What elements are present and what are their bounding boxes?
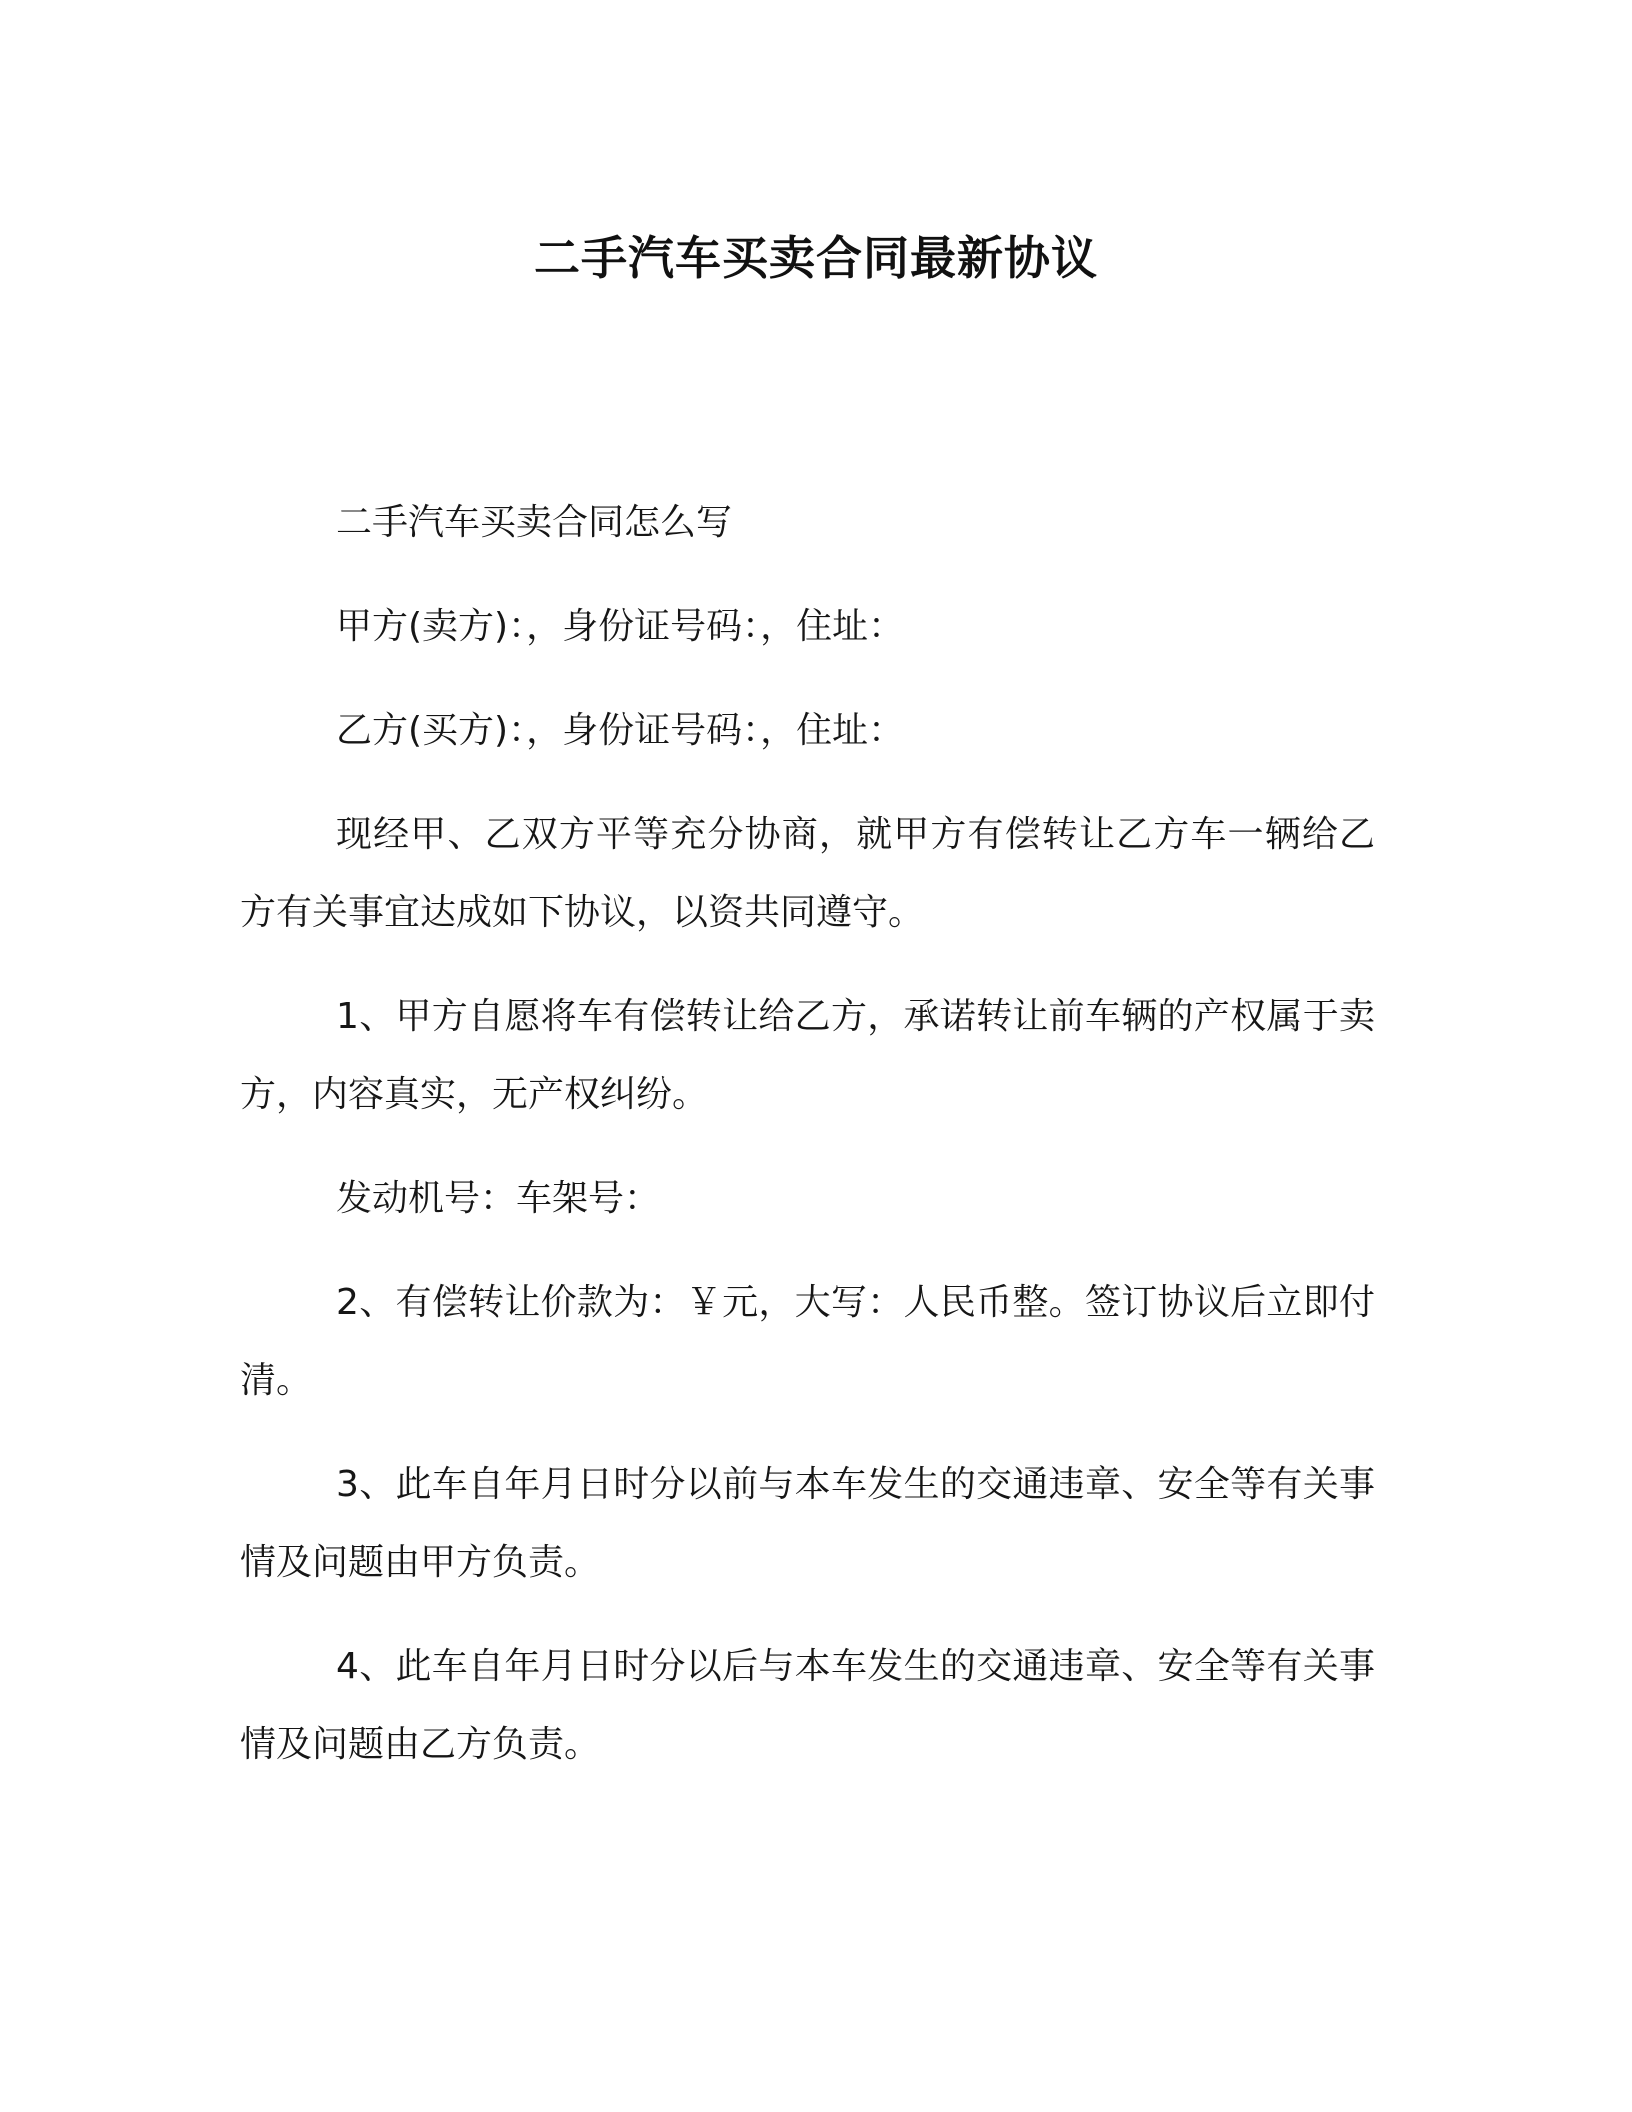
paragraph-party-a: 甲方(卖方)：，身份证号码：，住址： [336,606,905,647]
paragraph-party-b: 乙方(买方)：，身份证号码：，住址： [336,710,905,751]
paragraph-heading: 二手汽车买卖合同怎么写 [336,502,733,543]
paragraph-clause-2: 2、有偿转让价款为：￥元，大写：人民币整。签订协议后立即付清。 [240,1282,1375,1401]
paragraph-preamble: 现经甲、乙双方平等充分协商，就甲方有偿转让乙方车一辆给乙方有关事宜达成如下协议，以资共同遵守。 [240,814,1375,933]
paragraph-clause-3: 3、此车自年月日时分以前与本车发生的交通违章、安全等有关事情及问题由甲方负责。 [240,1464,1375,1583]
document-body [240,484,1375,1810]
paragraph-clause-1: 1、甲方自愿将车有偿转让给乙方，承诺转让前车辆的产权属于卖方，内容真实，无产权纠纷。 [240,996,1375,1115]
paragraph-clause-4: 4、此车自年月日时分以后与本车发生的交通违章、安全等有关事情及问题由乙方负责。 [240,1646,1375,1765]
document-title: 二手汽车买卖合同最新协议 [534,231,1098,285]
paragraph-engine-frame: 发动机号：车架号： [336,1178,661,1219]
